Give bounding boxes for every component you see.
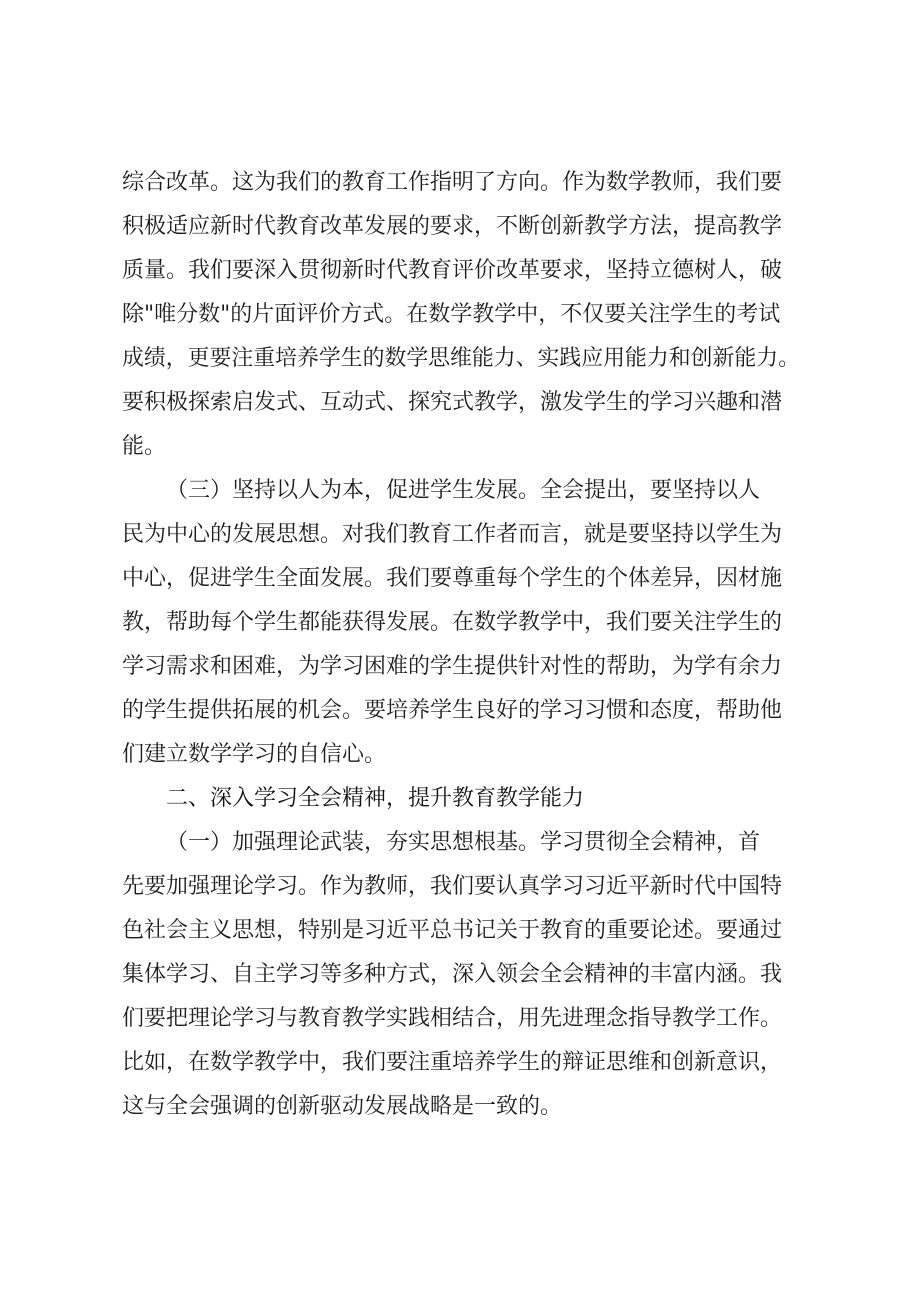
text-line: 中心，促进学生全面发展。我们要尊重每个学生的个体差异，因材施 <box>122 566 783 591</box>
text-line: 们建立数学学习的自信心。 <box>122 742 387 767</box>
text-line: 先要加强理论学习。作为教师，我们要认真学习习近平新时代中国特 <box>122 874 783 899</box>
text-line: 综合改革。这为我们的教育工作指明了方向。作为数学教师，我们要 <box>122 170 783 195</box>
section-heading: 二、深入学习全会精神，提升教育教学能力 <box>166 786 585 811</box>
text-line: 要积极探索启发式、互动式、探究式教学，激发学生的学习兴趣和潜 <box>122 390 783 415</box>
text-line: 成绩，更要注重培养学生的数学思维能力、实践应用能力和创新能力。 <box>122 346 800 371</box>
text-line: 色社会主义思想，特别是习近平总书记关于教育的重要论述。要通过 <box>122 918 783 943</box>
text-line: 这与全会强调的创新驱动发展战略是一致的。 <box>122 1094 563 1119</box>
text-line: 比如，在数学教学中，我们要注重培养学生的辩证思维和创新意识， <box>122 1050 783 1075</box>
text-line: （一）加强理论武装，夯实思想根基。学习贯彻全会精神，首 <box>166 830 761 855</box>
text-line: 们要把理论学习与教育教学实践相结合，用先进理念指导教学工作。 <box>122 1006 783 1031</box>
text-line: （三）坚持以人为本，促进学生发展。全会提出，要坚持以人 <box>166 478 761 503</box>
text-line: 质量。我们要深入贯彻新时代教育评价改革要求，坚持立德树人，破 <box>122 258 783 283</box>
text-line: 教，帮助每个学生都能获得发展。在数学教学中，我们要关注学生的 <box>122 610 783 635</box>
text-line: 集体学习、自主学习等多种方式，深入领会全会精神的丰富内涵。我 <box>122 962 783 987</box>
text-line: 积极适应新时代教育改革发展的要求，不断创新教学方法，提高教学 <box>122 214 783 239</box>
text-line: 的学生提供拓展的机会。要培养学生良好的学习习惯和态度，帮助他 <box>122 698 783 723</box>
text-line: 学习需求和困难，为学习困难的学生提供针对性的帮助，为学有余力 <box>122 654 783 679</box>
text-line: 能。 <box>122 434 167 459</box>
text-line: 民为中心的发展思想。对我们教育工作者而言，就是要坚持以学生为 <box>122 522 783 547</box>
text-line: 除"唯分数"的片面评价方式。在数学教学中，不仅要关注学生的考试 <box>122 302 781 327</box>
